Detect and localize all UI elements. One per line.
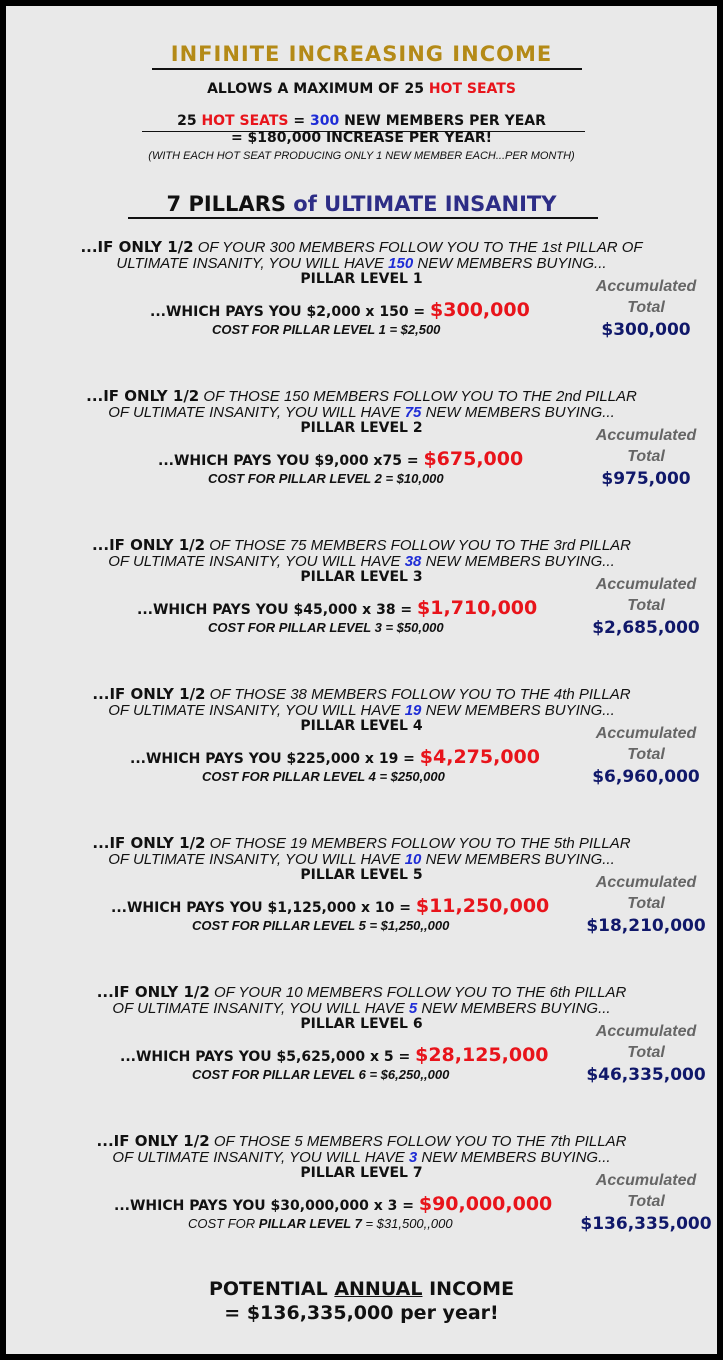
pillar-line-1	[6, 685, 717, 703]
accumulated-total-value: $136,335,000	[580, 1214, 712, 1234]
pillar-buying-text: NEW MEMBERS BUYING...	[417, 1000, 611, 1017]
pillar-buying-text: NEW MEMBERS BUYING...	[421, 851, 615, 868]
accumulated-label: Accumulated	[595, 427, 697, 444]
max-seats-line	[6, 81, 717, 97]
pillar-new-members-count: 10	[404, 851, 422, 868]
flyer-panel	[6, 6, 717, 1354]
pillar-cost-line: COST FOR PILLAR LEVEL 2 = $10,000	[208, 471, 444, 486]
total-label: Total	[627, 746, 665, 763]
hot-seats-text: HOT SEATS	[428, 81, 516, 97]
pillar-level-label: PILLAR LEVEL 6	[300, 1016, 423, 1032]
pillar-pays-text: ...WHICH PAYS YOU $5,625,000 x 5 =	[120, 1049, 416, 1065]
pillar-follow-text: OF YOUR 10 MEMBERS FOLLOW YOU TO THE 6th PILLAR	[209, 984, 627, 1001]
pillar-follow-text: OF THOSE 150 MEMBERS FOLLOW YOU TO THE 2nd PILLAR	[199, 388, 637, 405]
pillar-half-text: ...IF ONLY 1/2	[80, 238, 194, 256]
pillar-level-label: PILLAR LEVEL 4	[300, 718, 423, 734]
total-label: Total	[627, 1044, 665, 1061]
pillar-have-text: OF ULTIMATE INSANITY, YOU WILL HAVE	[108, 851, 405, 868]
accumulated-label: Accumulated	[595, 874, 697, 891]
pillar-have-text: OF ULTIMATE INSANITY, YOU WILL HAVE	[108, 404, 405, 421]
pillar-cost-line: COST FOR PILLAR LEVEL 3 = $50,000	[208, 620, 444, 635]
pillar-follow-text: OF YOUR 300 MEMBERS FOLLOW YOU TO THE 1st PILLAR OF	[193, 239, 643, 256]
pillar-payout-amount: $11,250,000	[415, 895, 550, 917]
members-per-year: PER YEAR	[469, 113, 546, 129]
pillar-level-label: PILLAR LEVEL 7	[300, 1165, 423, 1181]
pillar-half-text: ...IF ONLY 1/2	[91, 536, 206, 554]
members-prefix: 25	[177, 113, 202, 129]
pillar-payout-amount: $1,710,000	[417, 597, 538, 619]
pillar-line-2	[6, 1000, 717, 1017]
members-count: 300	[310, 113, 340, 129]
pillar-cost-pre: COST FOR	[188, 1216, 259, 1231]
pillar-pays-line	[137, 597, 537, 619]
pillar-pays-line	[158, 448, 523, 470]
pillar-cost-line: COST FOR PILLAR LEVEL 5 = $1,250,,000	[192, 918, 450, 933]
accumulated-total-value: $2,685,000	[592, 618, 700, 638]
members-hot-seats: HOT SEATS	[201, 113, 289, 129]
accumulated-total-value: $18,210,000	[586, 916, 706, 936]
pillars-title-part1: 7 PILLARS	[166, 192, 294, 216]
pillar-line-2	[6, 553, 717, 570]
pillar-pays-line	[150, 299, 530, 321]
pillar-line-1	[6, 387, 717, 405]
pillar-line-2	[6, 255, 717, 272]
potential-post: INCOME	[422, 1278, 515, 1300]
pillar-payout-amount: $28,125,000	[415, 1044, 549, 1066]
pillar-cost-line: COST FOR PILLAR LEVEL 1 = $2,500	[212, 322, 441, 337]
pillar-half-text: ...IF ONLY 1/2	[96, 983, 210, 1001]
accumulated-label: Accumulated	[595, 1172, 697, 1189]
pillars-title	[6, 192, 717, 216]
pillar-buying-text: NEW MEMBERS BUYING...	[421, 702, 615, 719]
potential-annual: ANNUAL	[334, 1278, 423, 1300]
total-label: Total	[627, 299, 665, 316]
members-per-year-line	[6, 113, 717, 129]
pillar-pays-text: ...WHICH PAYS YOU $1,125,000 x 10 =	[111, 900, 416, 916]
pillar-line-2	[6, 1149, 717, 1166]
accumulated-label: Accumulated	[595, 278, 697, 295]
potential-pre: POTENTIAL	[208, 1278, 335, 1300]
increase-line: = $180,000 INCREASE PER YEAR!	[230, 130, 493, 146]
pillar-follow-text: OF THOSE 19 MEMBERS FOLLOW YOU TO THE 5th PILLAR	[205, 835, 631, 852]
pillar-line-2	[6, 404, 717, 421]
pillar-buying-text: NEW MEMBERS BUYING...	[421, 553, 615, 570]
pillar-half-text: ...IF ONLY 1/2	[92, 834, 206, 852]
pillar-level-label: PILLAR LEVEL 3	[300, 569, 423, 585]
pillar-line-2	[6, 851, 717, 868]
pillar-pays-text: ...WHICH PAYS YOU $45,000 x 38 =	[137, 602, 418, 618]
pillar-have-text: OF ULTIMATE INSANITY, YOU WILL HAVE	[112, 1149, 409, 1166]
pillar-level-label: PILLAR LEVEL 1	[300, 271, 423, 287]
pillar-cost-level: PILLAR LEVEL 7	[258, 1216, 362, 1231]
pillar-pays-text: ...WHICH PAYS YOU $9,000 x75 =	[158, 453, 424, 469]
pillar-pays-line	[111, 895, 549, 917]
members-mid: NEW MEMBERS	[339, 113, 470, 129]
pillar-half-text: ...IF ONLY 1/2	[92, 685, 206, 703]
pillar-follow-text: OF THOSE 75 MEMBERS FOLLOW YOU TO THE 3rd PILLAR	[205, 537, 632, 554]
pillar-buying-text: NEW MEMBERS BUYING...	[413, 255, 607, 272]
accumulated-label: Accumulated	[595, 725, 697, 742]
pillar-new-members-count: 5	[408, 1000, 418, 1017]
main-title: INFINITE INCREASING INCOME	[170, 42, 553, 66]
pillar-new-members-count: 75	[404, 404, 422, 421]
pillar-pays-text: ...WHICH PAYS YOU $30,000,000 x 3 =	[114, 1198, 419, 1214]
pillar-follow-text: OF THOSE 5 MEMBERS FOLLOW YOU TO THE 7th PILLAR	[209, 1133, 627, 1150]
pillar-cost-line: COST FOR PILLAR LEVEL 4 = $250,000	[202, 769, 445, 784]
pillar-payout-amount: $300,000	[430, 299, 530, 321]
pillar-have-text: OF ULTIMATE INSANITY, YOU WILL HAVE	[108, 553, 405, 570]
pillar-have-text: OF ULTIMATE INSANITY, YOU WILL HAVE	[108, 702, 405, 719]
pillar-pays-line	[130, 746, 540, 768]
pillar-pays-line	[120, 1044, 549, 1066]
pillar-line-1	[6, 983, 717, 1001]
pillar-line-1	[6, 834, 717, 852]
accumulated-total-value: $6,960,000	[592, 767, 700, 787]
pillar-line-2	[6, 702, 717, 719]
members-equals: =	[288, 113, 310, 129]
pillars-underline	[128, 217, 598, 219]
total-label: Total	[627, 1193, 665, 1210]
pillar-level-label: PILLAR LEVEL 2	[300, 420, 423, 436]
pillar-buying-text: NEW MEMBERS BUYING...	[417, 1149, 611, 1166]
total-label: Total	[627, 895, 665, 912]
title-underline	[152, 68, 582, 70]
pillar-pays-text: ...WHICH PAYS YOU $2,000 x 150 =	[150, 304, 431, 320]
pillar-payout-amount: $4,275,000	[419, 746, 540, 768]
pillar-half-text: ...IF ONLY 1/2	[86, 387, 200, 405]
max-seats-text: ALLOWS A MAXIMUM OF 25	[207, 81, 429, 97]
pillar-pays-text: ...WHICH PAYS YOU $225,000 x 19 =	[130, 751, 420, 767]
pillar-new-members-count: 150	[388, 255, 414, 272]
pillar-follow-text: OF THOSE 38 MEMBERS FOLLOW YOU TO THE 4th PILLAR	[205, 686, 631, 703]
pillar-have-text: OF ULTIMATE INSANITY, YOU WILL HAVE	[112, 1000, 409, 1017]
pillar-pays-line	[114, 1193, 552, 1215]
accumulated-total-value: $975,000	[601, 469, 691, 489]
accumulated-label: Accumulated	[595, 576, 697, 593]
accumulated-label: Accumulated	[595, 1023, 697, 1040]
pillar-payout-amount: $90,000,000	[418, 1193, 553, 1215]
potential-income-line	[6, 1278, 717, 1300]
pillar-half-text: ...IF ONLY 1/2	[96, 1132, 210, 1150]
pillar-new-members-count: 19	[404, 702, 422, 719]
pillar-cost-line: COST FOR PILLAR LEVEL 6 = $6,250,,000	[192, 1067, 450, 1082]
annual-total-line: = $136,335,000 per year!	[224, 1302, 499, 1324]
total-label: Total	[627, 448, 665, 465]
pillar-new-members-count: 3	[408, 1149, 418, 1166]
hot-seat-note: (WITH EACH HOT SEAT PRODUCING ONLY 1 NEW MEMBER EACH...PER MONTH)	[148, 150, 575, 162]
total-label: Total	[627, 597, 665, 614]
pillar-cost-line	[188, 1216, 453, 1231]
pillar-new-members-count: 38	[404, 553, 422, 570]
accumulated-total-value: $300,000	[601, 320, 691, 340]
pillar-cost-amount: = $31,500,,000	[361, 1216, 453, 1231]
accumulated-total-value: $46,335,000	[586, 1065, 706, 1085]
pillar-buying-text: NEW MEMBERS BUYING...	[421, 404, 615, 421]
pillar-have-text: ULTIMATE INSANITY, YOU WILL HAVE	[116, 255, 389, 272]
pillars-title-part2: of ULTIMATE INSANITY	[293, 192, 557, 216]
pillar-line-1	[6, 1132, 717, 1150]
pillar-line-1	[6, 238, 717, 256]
pillar-payout-amount: $675,000	[423, 448, 524, 470]
pillar-line-1	[6, 536, 717, 554]
pillar-level-label: PILLAR LEVEL 5	[300, 867, 423, 883]
